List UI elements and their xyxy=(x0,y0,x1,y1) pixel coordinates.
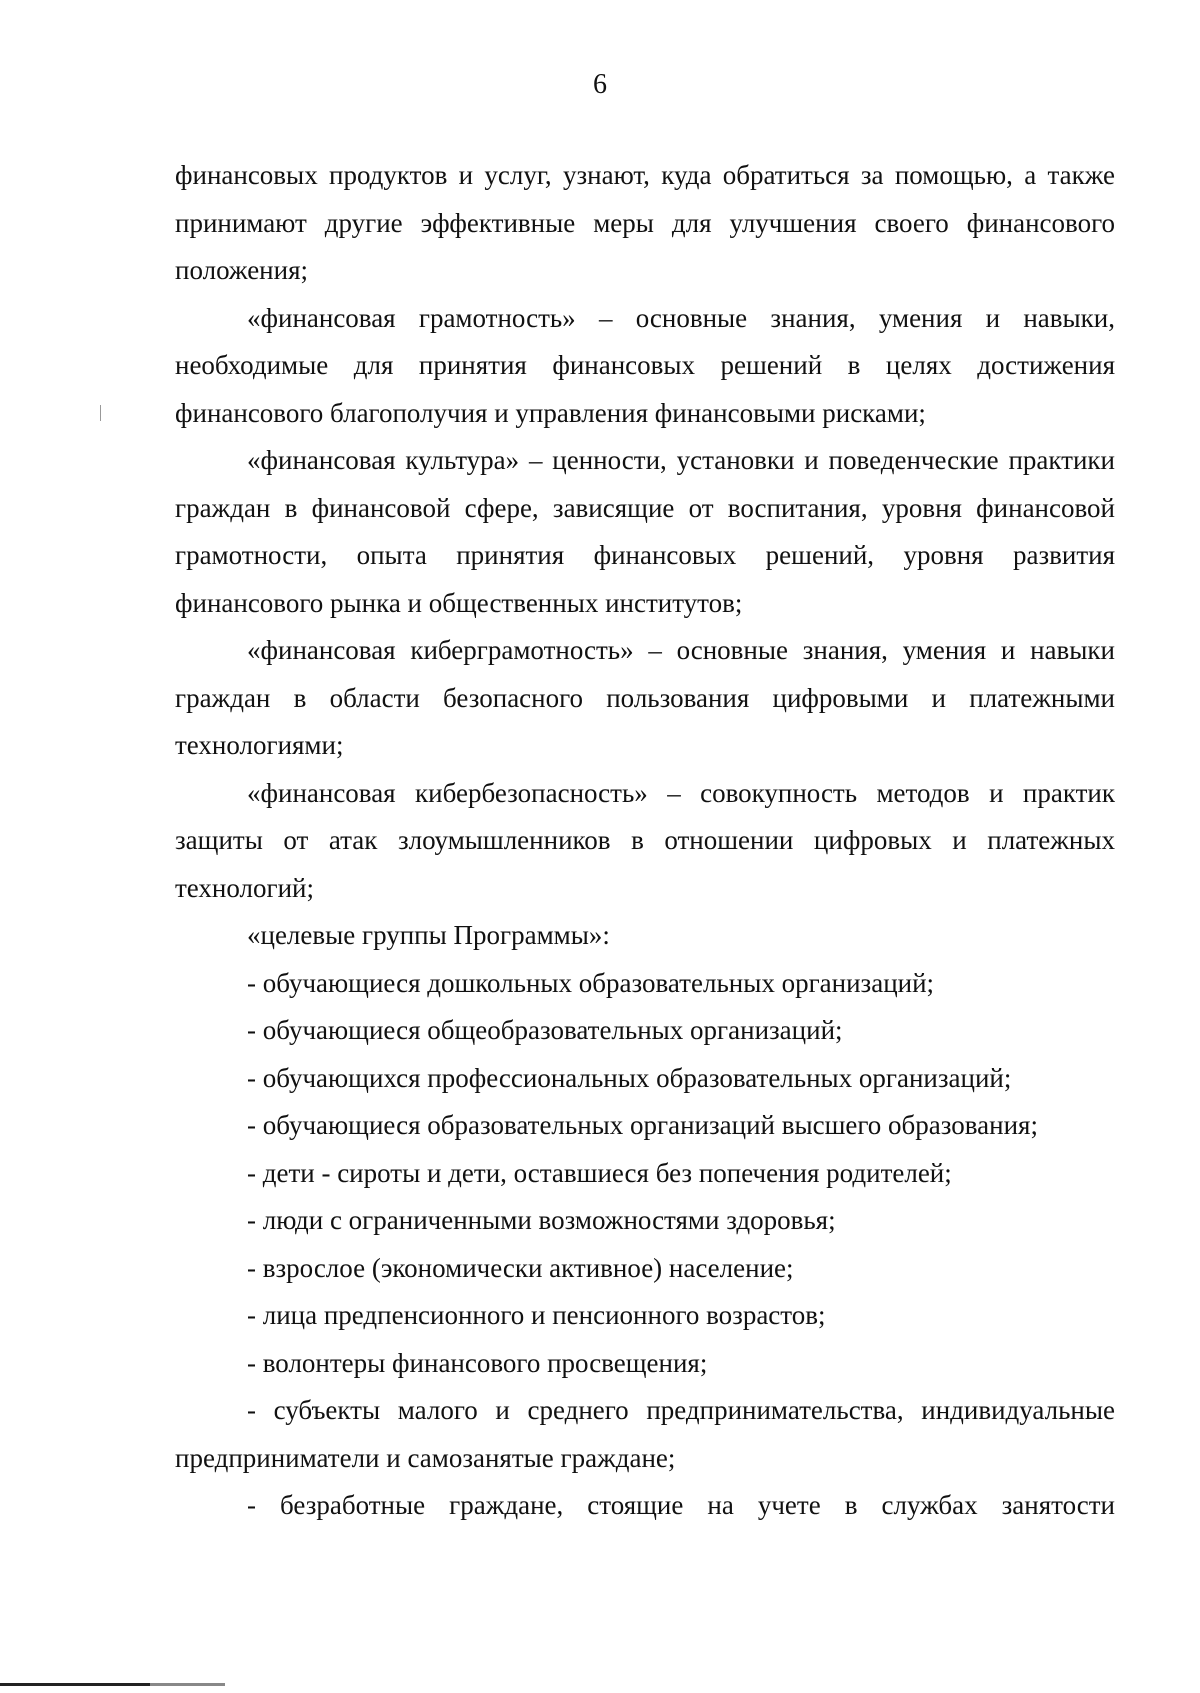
list-item: - взрослое (экономически активное) население; xyxy=(247,1252,794,1283)
list-item: - обучающиеся общеобразовательных организаций; xyxy=(247,1015,843,1045)
target-groups-heading: «целевые группы Программы»: xyxy=(247,920,610,950)
scan-artifact xyxy=(100,405,101,421)
list-item: - люди с ограниченными возможностями здоровья; xyxy=(247,1205,836,1235)
page-number: 6 xyxy=(593,69,607,100)
definition-financial-culture: «финансовая культура» – ценности, установки и поведенческие практики граждан в финансовой сфере, зависящие от воспитания, уровня финансовой грамотности, опыта принятия финансовых решений, уровня развития финансового рынка и общественных институтов; xyxy=(175,445,1115,618)
paragraph-continuation: финансовых продуктов и услуг, узнают, куда обратиться за помощью, а также принимают другие эффективные меры для улучшения своего финансового положения; xyxy=(175,160,1115,285)
definition-financial-literacy: «финансовая грамотность» – основные знания, умения и навыки, необходимые для принятия финансовых решений в целях достижения финансового благополучия и управления финансовыми рисками; xyxy=(175,302,1115,428)
document-body xyxy=(175,152,1115,1530)
list-item: - обучающиеся дошкольных образовательных организаций; xyxy=(247,967,935,998)
definition-financial-cybersecurity: «финансовая кибербезопасность» – совокупность методов и практик защиты от атак злоумышленников в отношении цифровых и платежных технологий; xyxy=(175,777,1115,903)
list-item: - обучающиеся образовательных организаций высшего образования; xyxy=(247,1110,1038,1140)
list-item-entrepreneurs: - субъекты малого и среднего предпринимательства, индивидуальные предприниматели и самозанятые граждане; xyxy=(175,1395,1115,1473)
list-item: - лица предпенсионного и пенсионного возрастов; xyxy=(247,1300,826,1330)
list-item-unemployed: - безработные граждане, стоящие на учете в службах занятости xyxy=(247,1490,1115,1520)
definition-financial-cyberliteracy: «финансовая киберграмотность» – основные знания, умения и навыки граждан в области безопасного пользования цифровыми и платежными технологиями; xyxy=(175,635,1115,760)
list-item: - обучающихся профессиональных образовательных организаций; xyxy=(247,1062,1012,1093)
bottom-rule xyxy=(0,1683,225,1686)
list-item: - дети - сироты и дети, оставшиеся без попечения родителей; xyxy=(247,1157,952,1188)
list-item: - волонтеры финансового просвещения; xyxy=(247,1347,708,1378)
